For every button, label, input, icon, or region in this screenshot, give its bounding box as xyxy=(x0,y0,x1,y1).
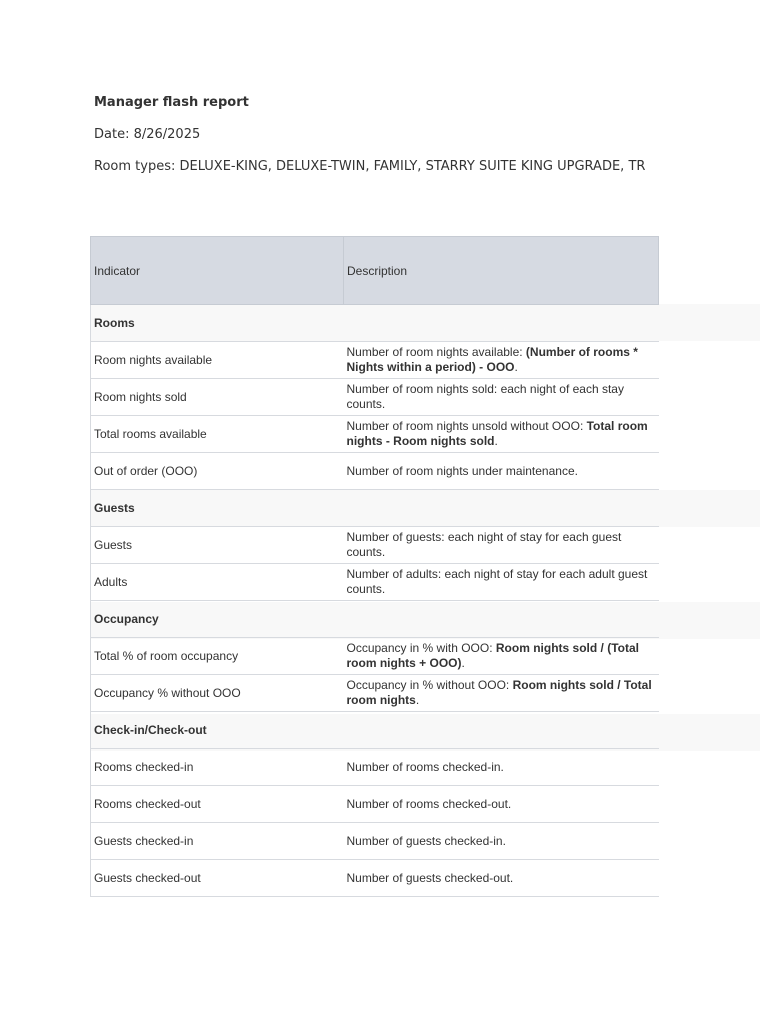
description-cell: Number of rooms checked-in. xyxy=(344,749,659,786)
table-header-row xyxy=(91,237,659,305)
table-row xyxy=(91,675,659,712)
indicator-cell: Guests checked-out xyxy=(91,860,344,897)
table-row xyxy=(91,638,659,675)
section-title: Rooms xyxy=(91,305,659,342)
description-cell: Number of room nights under maintenance. xyxy=(344,453,659,490)
table-row xyxy=(91,342,659,379)
section-row-check-in-out xyxy=(91,712,659,749)
indicator-cell: Adults xyxy=(91,564,344,601)
indicator-table xyxy=(90,236,659,897)
report-header xyxy=(94,94,658,176)
description-cell: Number of rooms checked-out. xyxy=(344,786,659,823)
table-row xyxy=(91,379,659,416)
indicator-cell: Out of order (OOO) xyxy=(91,453,344,490)
report-date: Date: 8/26/2025 xyxy=(94,127,201,142)
indicator-cell: Room nights available xyxy=(91,342,344,379)
report-room-types: Room types: DELUXE-KING, DELUXE-TWIN, FAMILY, STARRY SUITE KING UPGRADE, TR xyxy=(94,159,646,174)
table-row xyxy=(91,749,659,786)
indicator-cell: Room nights sold xyxy=(91,379,344,416)
indicator-cell: Guests checked-in xyxy=(91,823,344,860)
report-title: Manager flash report xyxy=(94,95,249,110)
description-cell: Number of guests checked-in. xyxy=(344,823,659,860)
section-title: Occupancy xyxy=(91,601,659,638)
description-cell: Number of room nights available: (Number of rooms * Nights within a period) - OOO. xyxy=(344,342,659,379)
description-cell: Number of guests checked-out. xyxy=(344,860,659,897)
table-row xyxy=(91,786,659,823)
table-row xyxy=(91,527,659,564)
table-row xyxy=(91,823,659,860)
indicator-cell: Total rooms available xyxy=(91,416,344,453)
table-row xyxy=(91,453,659,490)
description-cell: Number of room nights sold: each night of each stay counts. xyxy=(344,379,659,416)
indicator-cell: Rooms checked-in xyxy=(91,749,344,786)
indicator-cell: Occupancy % without OOO xyxy=(91,675,344,712)
table-row xyxy=(91,416,659,453)
section-row-guests xyxy=(91,490,659,527)
indicator-cell: Guests xyxy=(91,527,344,564)
indicator-column-header: Indicator xyxy=(91,237,344,305)
description-cell: Occupancy in % with OOO: Room nights sold / (Total room nights + OOO). xyxy=(344,638,659,675)
description-cell: Occupancy in % without OOO: Room nights sold / Total room nights. xyxy=(344,675,659,712)
section-title: Check-in/Check-out xyxy=(91,712,659,749)
description-cell: Number of adults: each night of stay for each adult guest counts. xyxy=(344,564,659,601)
indicator-cell: Rooms checked-out xyxy=(91,786,344,823)
section-row-rooms xyxy=(91,305,659,342)
section-title: Guests xyxy=(91,490,659,527)
table-row xyxy=(91,564,659,601)
section-row-occupancy xyxy=(91,601,659,638)
description-column-header: Description xyxy=(344,237,659,305)
description-cell: Number of room nights unsold without OOO: Total room nights - Room nights sold. xyxy=(344,416,659,453)
table-row xyxy=(91,860,659,897)
indicator-cell: Total % of room occupancy xyxy=(91,638,344,675)
description-cell: Number of guests: each night of stay for each guest counts. xyxy=(344,527,659,564)
